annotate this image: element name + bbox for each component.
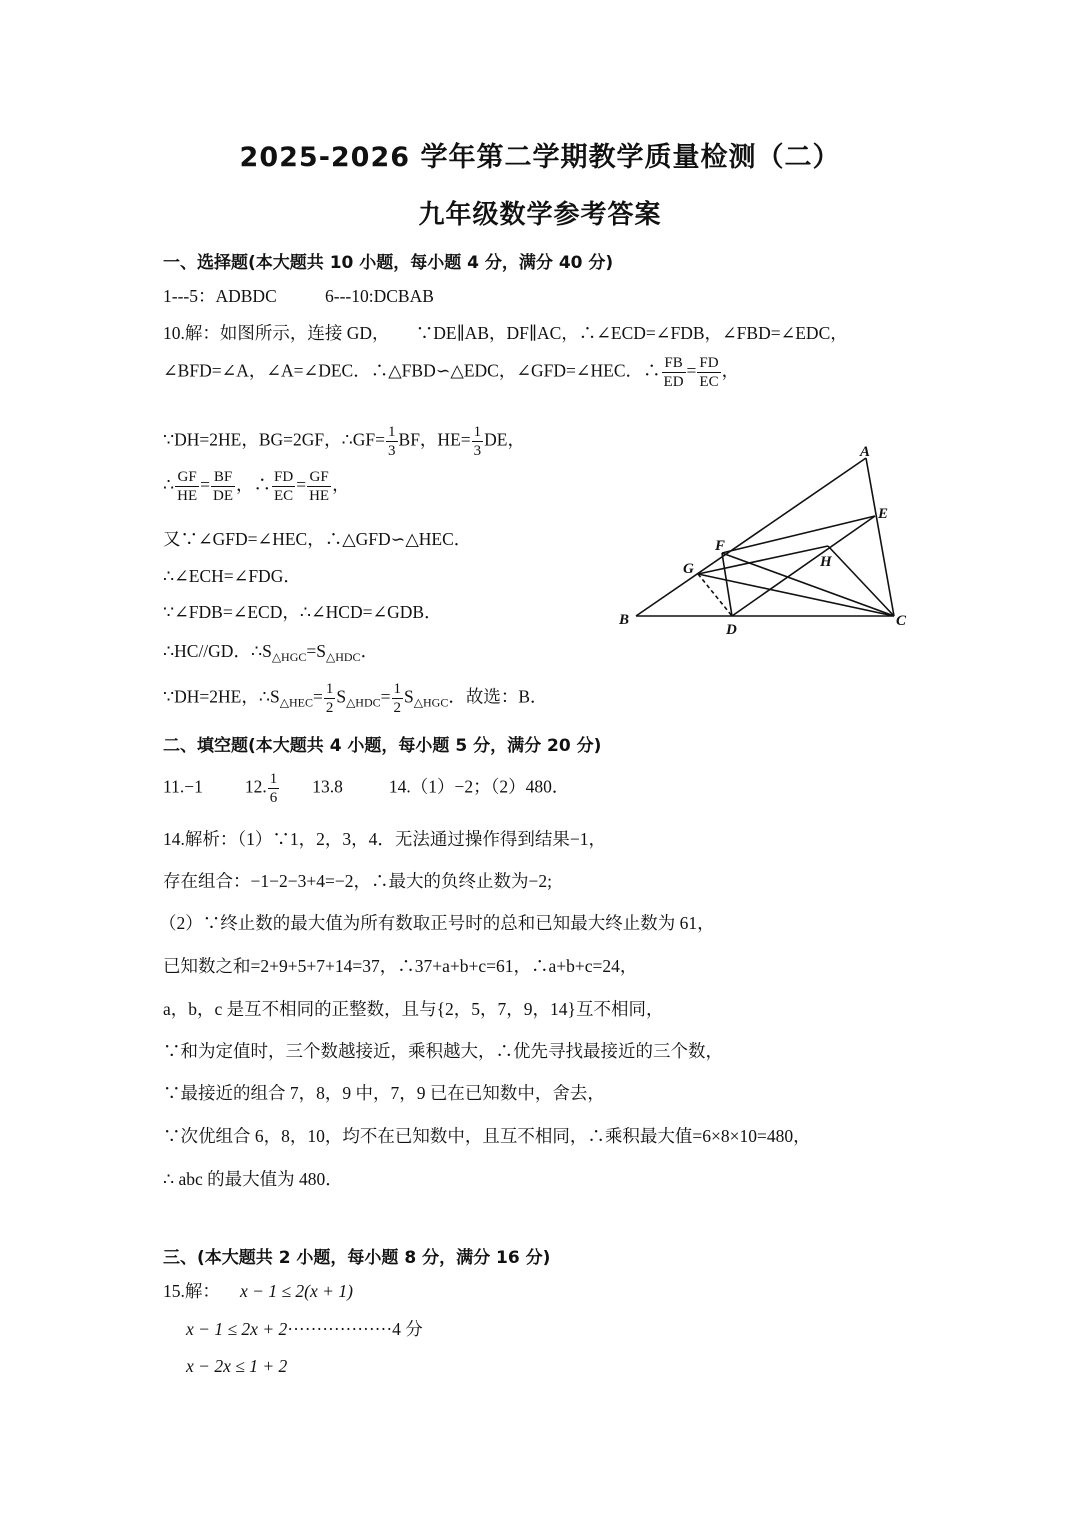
page-title: 2025-2026 学年第二学期教学质量检测（二） — [239, 142, 841, 173]
q14-line-1: 14.解析：（1）∵1，2，3，4．无法通过操作得到结果−1， — [163, 829, 606, 849]
q10-line9-d: = — [380, 686, 391, 707]
subscript-hec: △HEC — [279, 695, 313, 710]
fraction-numerator: 1 — [473, 424, 482, 440]
equals-sign: = — [296, 474, 307, 495]
fraction-denominator: EC — [699, 374, 719, 390]
fraction-numerator: FD — [274, 469, 294, 485]
segment-df — [722, 553, 732, 616]
fraction-denominator: 3 — [473, 443, 482, 459]
q14-line-6: ∵和为定值时，三个数越接近，乘积越大，∴优先寻找最接近的三个数， — [163, 1041, 723, 1061]
q10-line4 — [163, 468, 350, 505]
fraction-numerator: 1 — [269, 771, 278, 787]
fraction-denominator: 2 — [325, 700, 334, 716]
fraction-numerator: GF — [175, 468, 199, 487]
point-label-e: E — [878, 506, 889, 522]
q10-line9-a: ∵DH=2HE，∴S — [163, 686, 280, 707]
subscript-hgc: △HGC — [413, 695, 449, 710]
fraction-denominator: ED — [663, 374, 684, 390]
q10-line5: 又∵∠GFD=∠HEC，∴△GFD∽△HEC． — [163, 529, 472, 549]
fraction-numerator: 1 — [388, 424, 396, 440]
q10-line9-b: = — [312, 686, 323, 707]
point-label-a: A — [860, 444, 871, 460]
fraction-gf-he — [175, 468, 199, 505]
q14-line-8: ∵次优组合 6，8，10，均不在已知数中，且互不相同，∴乘积最大值=6×8×10=480， — [163, 1126, 811, 1146]
equals-sign: = — [686, 360, 697, 381]
fraction-numerator: GF — [307, 468, 331, 487]
point-label-d: D — [726, 622, 737, 638]
fraction-one-third — [472, 423, 484, 460]
fraction-denominator: 3 — [388, 443, 396, 459]
q10-line3-c: DE， — [484, 429, 525, 450]
subscript-hgc: △HGC — [271, 650, 307, 664]
fraction-numerator: 1 — [325, 681, 334, 697]
fraction-one-half — [392, 680, 404, 717]
fraction-denominator: EC — [274, 488, 294, 504]
point-label-g: G — [683, 561, 694, 577]
q10-line8-b: =S — [306, 641, 326, 661]
q10-line3-b: BF，HE= — [398, 429, 471, 450]
q15-step-2-score: ··················4 分 — [287, 1319, 423, 1339]
section1-answers-1-5: 1---5：ADBDC — [163, 286, 277, 306]
comma: ， — [332, 474, 350, 495]
q14-line-4: 已知数之和=2+9+5+7+14=37，∴37+a+b+c=61，∴a+b+c=24， — [163, 956, 638, 976]
subscript-hdc: △HDC — [326, 650, 361, 664]
q10-line9-f: ．故选：B． — [448, 686, 548, 707]
answer-11: 11.−1 — [163, 776, 203, 797]
point-label-c: C — [896, 613, 907, 629]
q15-step-3-expr: x − 2x ≤ 1 + 2 — [186, 1356, 288, 1376]
q10-line9-c: S — [336, 686, 347, 707]
q10-line9 — [163, 680, 548, 717]
fraction-fb-ed — [662, 354, 686, 391]
fraction-denominator: HE — [177, 488, 198, 504]
subscript-hdc: △HDC — [346, 695, 381, 710]
q10-line3 — [163, 423, 525, 460]
q15-step-3 — [186, 1355, 287, 1377]
fraction-one-sixth — [268, 770, 280, 807]
answer-14: 14.（1）−2；（2）480． — [388, 776, 570, 797]
q14-line-7: ∵最接近的组合 7，8，9 中，7，9 已在已知数中，舍去， — [163, 1083, 605, 1103]
q14-line-3: （2）∵终止数的最大值为所有数取正号时的总和已知最大终止数为 61， — [159, 913, 715, 933]
segment-fe — [722, 516, 875, 553]
fraction-numerator: 1 — [393, 681, 402, 697]
q10-line1: 10.解：如图所示，连接 GD， ∵DE∥AB，DF∥AC，∴∠ECD=∠FDB，∠FBD=∠EDC， — [163, 323, 848, 343]
page-subtitle: 九年级数学参考答案 — [418, 200, 662, 230]
q14-line-9: ∴ abc 的最大值为 480． — [163, 1169, 343, 1189]
therefore-symbol: ∴ — [163, 474, 175, 495]
q10-line8 — [163, 640, 378, 668]
fraction-one-third — [386, 423, 398, 460]
q10-line2 — [163, 354, 739, 391]
answer-12-prefix: 12. — [244, 776, 267, 797]
fraction-denominator: 2 — [393, 700, 402, 716]
section1-answers-6-10: 6---10:DCBAB — [325, 286, 434, 306]
q10-line8-a: ∴HC//GD．∴S — [163, 641, 272, 661]
q15-step-2-expr: x − 1 ≤ 2x + 2 — [186, 1319, 288, 1339]
section3-heading: 三、(本大题共 2 小题，每小题 8 分，满分 16 分) — [163, 1248, 551, 1268]
fraction-denominator: 6 — [269, 790, 278, 806]
fraction-gf-he — [307, 468, 331, 505]
q10-line3-a: ∵DH=2HE，BG=2GF，∴GF= — [163, 429, 386, 450]
geometry-figure — [610, 438, 920, 638]
segment-ac — [866, 458, 894, 616]
q10-line2-text: ∠BFD=∠A，∠A=∠DEC．∴△FBD∽△EDC，∠GFD=∠HEC．∴ — [163, 360, 661, 381]
fraction-one-half — [324, 680, 336, 717]
fraction-numerator: FD — [699, 355, 719, 371]
comma: ， — [236, 474, 254, 495]
fraction-fd-ec — [697, 354, 720, 391]
q10-line9-e: S — [404, 686, 414, 707]
point-label-h: H — [820, 554, 832, 570]
fraction-denominator: DE — [213, 488, 234, 504]
q10-line7: ∵∠FDB=∠ECD，∴∠HCD=∠GDB． — [163, 602, 442, 622]
q14-line-2: 存在组合：−1−2−3+4=−2，∴最大的负终止数为−2; — [163, 871, 552, 891]
section2-heading: 二、填空题(本大题共 4 小题，每小题 5 分，满分 20 分) — [163, 736, 602, 756]
point-label-b: B — [619, 612, 630, 628]
fraction-numerator: BF — [211, 468, 235, 487]
section1-heading: 一、选择题(本大题共 10 小题，每小题 4 分，满分 40 分) — [163, 253, 614, 273]
fraction-numerator: FB — [662, 354, 686, 373]
q10-line6: ∴∠ECH=∠FDG． — [163, 566, 301, 586]
q15-step-1-expr: x − 1 ≤ 2(x + 1) — [240, 1281, 353, 1301]
q15-label: 15.解： — [163, 1281, 220, 1301]
q15-step-1 — [240, 1280, 353, 1302]
q15-step-2 — [186, 1318, 423, 1340]
point-label-f: F — [715, 538, 726, 554]
section2-answers — [163, 770, 569, 807]
fraction-denominator: HE — [309, 488, 330, 504]
fraction-bf-de — [211, 468, 235, 505]
fraction-fd-ec — [272, 468, 295, 505]
comma: ， — [721, 360, 740, 381]
q10-line8-c: ． — [360, 641, 379, 661]
q14-line-5: a，b，c 是互不相同的正整数，且与{2，5，7，9，14}互不相同， — [163, 999, 664, 1019]
answer-13: 13.8 — [312, 776, 343, 797]
therefore-symbol: ∴ — [253, 474, 272, 495]
equals-sign: = — [200, 474, 211, 495]
